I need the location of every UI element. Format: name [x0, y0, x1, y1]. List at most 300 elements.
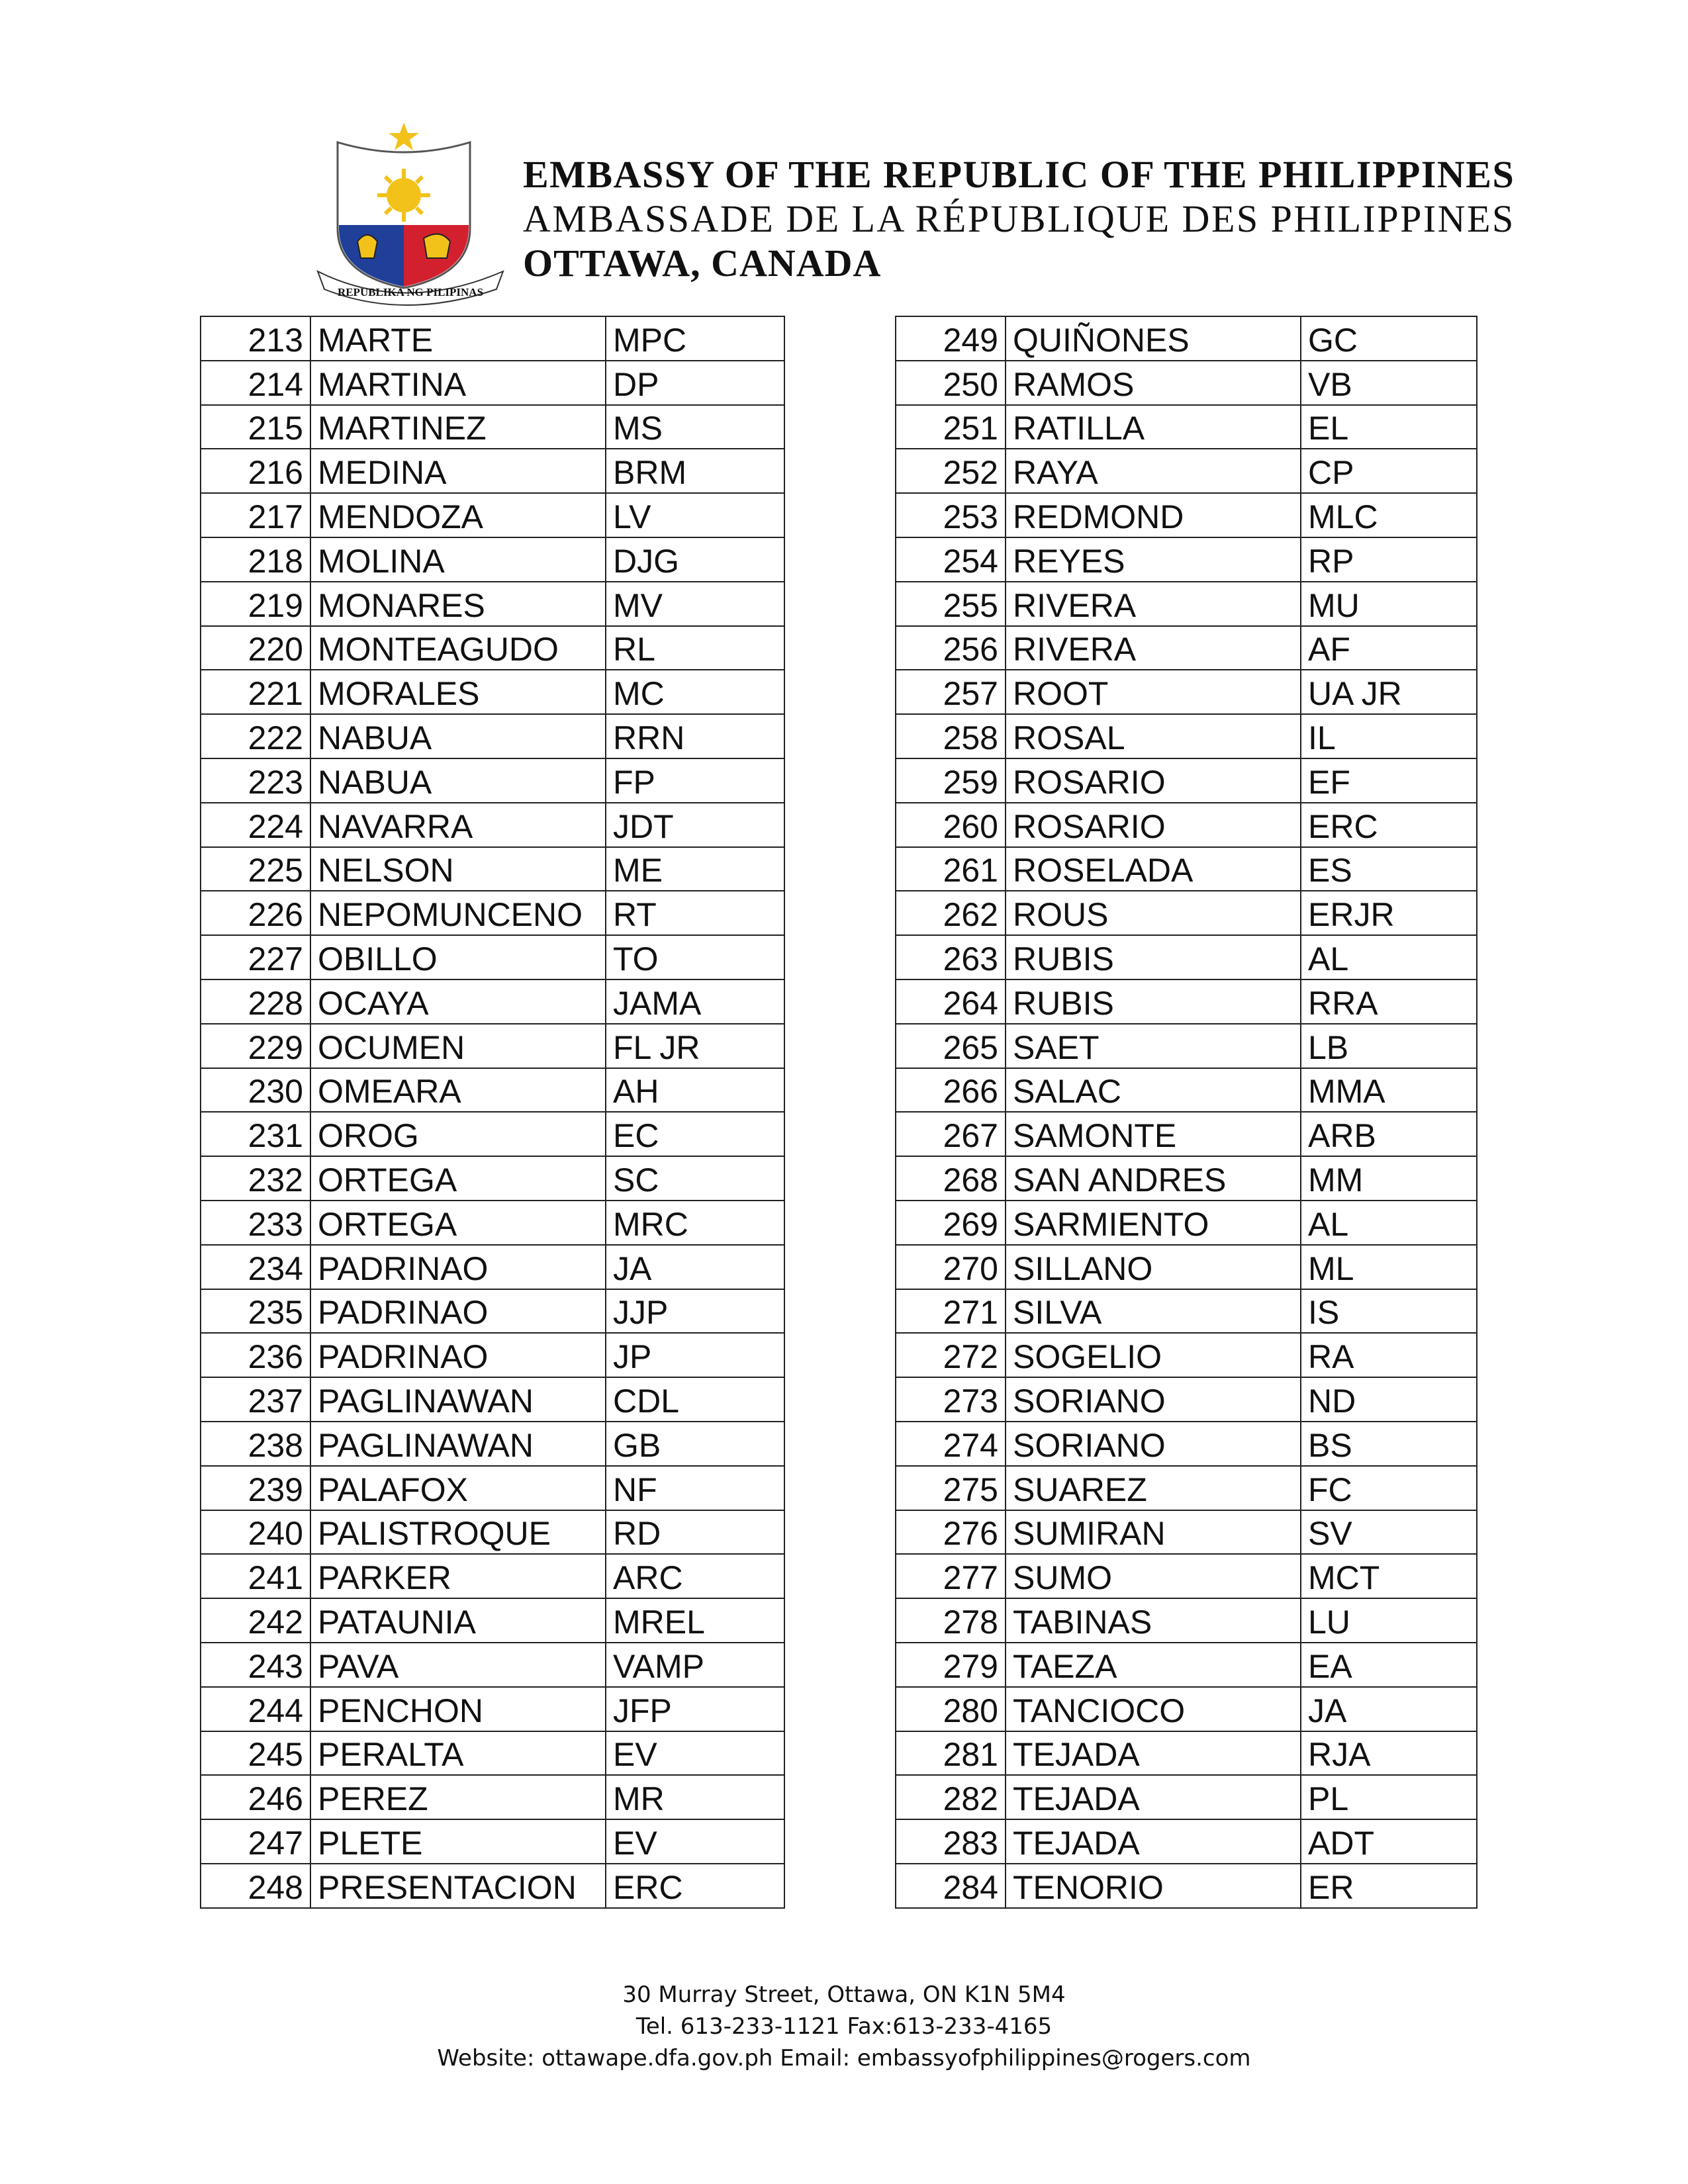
- row-number: 217: [201, 493, 310, 537]
- initials-cell: RRA: [1301, 979, 1477, 1024]
- initials-cell: RRN: [606, 714, 784, 758]
- row-number: 251: [896, 405, 1006, 449]
- initials-cell: VAMP: [606, 1643, 784, 1687]
- initials-cell: MREL: [606, 1598, 784, 1643]
- row-number: 234: [201, 1245, 310, 1289]
- surname-cell: SORIANO: [1006, 1377, 1301, 1422]
- initials-cell: FP: [606, 758, 784, 803]
- row-number: 255: [896, 582, 1006, 626]
- surname-cell: PENCHON: [310, 1687, 606, 1731]
- surname-cell: SARMIENTO: [1006, 1201, 1301, 1245]
- table-row: [896, 582, 1477, 626]
- initials-cell: RP: [1301, 537, 1477, 582]
- row-number: 223: [201, 758, 310, 803]
- seal-banner-text: REPUBLIKA NG PILIPINAS: [337, 286, 484, 298]
- table-row: [201, 1775, 784, 1819]
- initials-cell: ES: [1301, 847, 1477, 891]
- table-row: [896, 1819, 1477, 1864]
- table-row: [201, 582, 784, 626]
- letterhead: [311, 116, 1515, 298]
- row-number: 284: [896, 1864, 1006, 1908]
- row-number: 271: [896, 1289, 1006, 1334]
- surname-cell: RIVERA: [1006, 626, 1301, 670]
- table-row: [201, 891, 784, 935]
- row-number: 253: [896, 493, 1006, 537]
- initials-cell: JDT: [606, 803, 784, 847]
- initials-cell: RJA: [1301, 1731, 1477, 1776]
- row-number: 252: [896, 449, 1006, 493]
- table-row: [896, 1643, 1477, 1687]
- initials-cell: JP: [606, 1333, 784, 1377]
- surname-cell: ROUS: [1006, 891, 1301, 935]
- table-row: [896, 935, 1477, 979]
- surname-cell: NABUA: [310, 714, 606, 758]
- initials-cell: MR: [606, 1775, 784, 1819]
- initials-cell: LV: [606, 493, 784, 537]
- row-number: 215: [201, 405, 310, 449]
- star-icon: [389, 122, 419, 150]
- table-row: [896, 361, 1477, 405]
- row-number: 246: [201, 1775, 310, 1819]
- table-row: [896, 1245, 1477, 1289]
- table-row: [201, 1289, 784, 1334]
- table-row: [201, 1377, 784, 1422]
- table-row: [201, 1554, 784, 1598]
- row-number: 236: [201, 1333, 310, 1377]
- table-row: [201, 847, 784, 891]
- table-row: [201, 1245, 784, 1289]
- surname-cell: OCUMEN: [310, 1024, 606, 1068]
- initials-cell: JAMA: [606, 979, 784, 1024]
- surname-cell: SUAREZ: [1006, 1466, 1301, 1510]
- initials-cell: IL: [1301, 714, 1477, 758]
- table-row: [896, 1156, 1477, 1201]
- table-row: [896, 1377, 1477, 1422]
- lion-icon: [424, 234, 450, 258]
- initials-cell: ML: [1301, 1245, 1477, 1289]
- initials-cell: ERC: [1301, 803, 1477, 847]
- surname-cell: MOLINA: [310, 537, 606, 582]
- embassy-location: OTTAWA, CANADA: [523, 242, 882, 285]
- table-row: [896, 803, 1477, 847]
- initials-cell: JA: [1301, 1687, 1477, 1731]
- surname-cell: SAN ANDRES: [1006, 1156, 1301, 1201]
- surname-cell: PARKER: [310, 1554, 606, 1598]
- surname-cell: RAYA: [1006, 449, 1301, 493]
- row-number: 214: [201, 361, 310, 405]
- surname-cell: PLETE: [310, 1819, 606, 1864]
- row-number: 249: [896, 316, 1006, 361]
- initials-cell: AL: [1301, 1201, 1477, 1245]
- surname-cell: ORTEGA: [310, 1201, 606, 1245]
- footer-phone: Tel. 613-233-1121 Fax:613-233-4165: [635, 2013, 1053, 2040]
- surname-cell: PAGLINAWAN: [310, 1377, 606, 1422]
- surname-cell: MONTEAGUDO: [310, 626, 606, 670]
- table-row: [896, 714, 1477, 758]
- table-row: [201, 405, 784, 449]
- row-number: 229: [201, 1024, 310, 1068]
- initials-cell: RL: [606, 626, 784, 670]
- surname-cell: OROG: [310, 1112, 606, 1156]
- surname-cell: TENORIO: [1006, 1864, 1301, 1908]
- row-number: 228: [201, 979, 310, 1024]
- surname-cell: PAVA: [310, 1643, 606, 1687]
- eagle-icon: [357, 235, 377, 258]
- surname-cell: NABUA: [310, 758, 606, 803]
- surname-cell: SALAC: [1006, 1068, 1301, 1113]
- surname-cell: PEREZ: [310, 1775, 606, 1819]
- row-number: 233: [201, 1201, 310, 1245]
- initials-cell: FC: [1301, 1466, 1477, 1510]
- surname-cell: ROSARIO: [1006, 758, 1301, 803]
- surname-cell: MONARES: [310, 582, 606, 626]
- row-number: 248: [201, 1864, 310, 1908]
- row-number: 239: [201, 1466, 310, 1510]
- surname-cell: REYES: [1006, 537, 1301, 582]
- table-row: [201, 1112, 784, 1156]
- row-number: 273: [896, 1377, 1006, 1422]
- row-number: 267: [896, 1112, 1006, 1156]
- row-number: 263: [896, 935, 1006, 979]
- row-number: 274: [896, 1422, 1006, 1466]
- table-row: [896, 1687, 1477, 1731]
- table-row: [896, 1201, 1477, 1245]
- surname-cell: NELSON: [310, 847, 606, 891]
- row-number: 262: [896, 891, 1006, 935]
- row-number: 232: [201, 1156, 310, 1201]
- surname-cell: PRESENTACION: [310, 1864, 606, 1908]
- table-row: [201, 1068, 784, 1113]
- row-number: 250: [896, 361, 1006, 405]
- initials-cell: AH: [606, 1068, 784, 1113]
- table-row: [201, 670, 784, 714]
- row-number: 242: [201, 1598, 310, 1643]
- row-number: 269: [896, 1201, 1006, 1245]
- initials-cell: EV: [606, 1731, 784, 1776]
- initials-cell: RT: [606, 891, 784, 935]
- surname-cell: MORALES: [310, 670, 606, 714]
- initials-cell: EF: [1301, 758, 1477, 803]
- row-number: 213: [201, 316, 310, 361]
- initials-cell: PL: [1301, 1775, 1477, 1819]
- surname-cell: PALAFOX: [310, 1466, 606, 1510]
- surname-cell: SORIANO: [1006, 1422, 1301, 1466]
- initials-cell: CP: [1301, 449, 1477, 493]
- surname-cell: SAMONTE: [1006, 1112, 1301, 1156]
- row-number: 264: [896, 979, 1006, 1024]
- initials-cell: ERC: [606, 1864, 784, 1908]
- initials-cell: MU: [1301, 582, 1477, 626]
- surname-cell: SAET: [1006, 1024, 1301, 1068]
- table-row: [896, 758, 1477, 803]
- initials-cell: JJP: [606, 1289, 784, 1334]
- row-number: 254: [896, 537, 1006, 582]
- initials-cell: VB: [1301, 361, 1477, 405]
- sun-icon: [387, 178, 421, 212]
- initials-cell: RA: [1301, 1333, 1477, 1377]
- surname-cell: SUMO: [1006, 1554, 1301, 1598]
- table-row: [896, 1333, 1477, 1377]
- initials-cell: ARC: [606, 1554, 784, 1598]
- surname-cell: RATILLA: [1006, 405, 1301, 449]
- row-number: 244: [201, 1687, 310, 1731]
- initials-cell: MS: [606, 405, 784, 449]
- surname-cell: RUBIS: [1006, 935, 1301, 979]
- initials-cell: BRM: [606, 449, 784, 493]
- table-row: [896, 979, 1477, 1024]
- table-row: [201, 1024, 784, 1068]
- initials-cell: GB: [606, 1422, 784, 1466]
- row-number: 261: [896, 847, 1006, 891]
- row-number: 283: [896, 1819, 1006, 1864]
- surname-cell: SOGELIO: [1006, 1333, 1301, 1377]
- table-row: [896, 1024, 1477, 1068]
- footer-address: 30 Murray Street, Ottawa, ON K1N 5M4: [622, 1981, 1066, 2008]
- row-number: 216: [201, 449, 310, 493]
- table-row: [201, 1731, 784, 1776]
- table-row: [201, 1422, 784, 1466]
- table-row: [896, 1422, 1477, 1466]
- row-number: 282: [896, 1775, 1006, 1819]
- table-row: [201, 714, 784, 758]
- initials-cell: ERJR: [1301, 891, 1477, 935]
- table-row: [201, 1466, 784, 1510]
- row-number: 257: [896, 670, 1006, 714]
- surname-cell: TEJADA: [1006, 1775, 1301, 1819]
- table-row: [201, 1201, 784, 1245]
- table-row: [896, 1289, 1477, 1334]
- row-number: 227: [201, 935, 310, 979]
- initials-cell: TO: [606, 935, 784, 979]
- surname-cell: SUMIRAN: [1006, 1510, 1301, 1555]
- surname-cell: ROSELADA: [1006, 847, 1301, 891]
- initials-cell: MV: [606, 582, 784, 626]
- initials-cell: ER: [1301, 1864, 1477, 1908]
- footer-web-email: Website: ottawape.dfa.gov.ph Email: embassyofphilippines@rogers.com: [437, 2045, 1251, 2071]
- row-number: 280: [896, 1687, 1006, 1731]
- surname-cell: PATAUNIA: [310, 1598, 606, 1643]
- initials-cell: ME: [606, 847, 784, 891]
- table-row: [896, 493, 1477, 537]
- initials-cell: DJG: [606, 537, 784, 582]
- surname-cell: TEJADA: [1006, 1819, 1301, 1864]
- row-number: 235: [201, 1289, 310, 1334]
- surname-cell: TANCIOCO: [1006, 1687, 1301, 1731]
- initials-cell: GC: [1301, 316, 1477, 361]
- initials-cell: MRC: [606, 1201, 784, 1245]
- surname-cell: PAGLINAWAN: [310, 1422, 606, 1466]
- table-row: [201, 1864, 784, 1908]
- table-row: [896, 670, 1477, 714]
- surname-cell: SILLANO: [1006, 1245, 1301, 1289]
- row-number: 279: [896, 1643, 1006, 1687]
- initials-cell: EV: [606, 1819, 784, 1864]
- row-number: 277: [896, 1554, 1006, 1598]
- embassy-title-fr: AMBASSADE DE LA RÉPUBLIQUE DES PHILIPPINES: [523, 197, 1515, 240]
- row-number: 259: [896, 758, 1006, 803]
- table-row: [896, 405, 1477, 449]
- table-row: [201, 316, 784, 361]
- row-number: 237: [201, 1377, 310, 1422]
- initials-cell: MPC: [606, 316, 784, 361]
- initials-cell: JA: [606, 1245, 784, 1289]
- initials-cell: LB: [1301, 1024, 1477, 1068]
- table-row: [201, 1156, 784, 1201]
- table-row: [201, 449, 784, 493]
- surname-cell: OMEARA: [310, 1068, 606, 1113]
- row-number: 226: [201, 891, 310, 935]
- row-number: 275: [896, 1466, 1006, 1510]
- initials-cell: AF: [1301, 626, 1477, 670]
- initials-cell: EA: [1301, 1643, 1477, 1687]
- initials-cell: EC: [606, 1112, 784, 1156]
- surname-cell: MENDOZA: [310, 493, 606, 537]
- table-row: [896, 891, 1477, 935]
- surname-cell: MARTINEZ: [310, 405, 606, 449]
- roster-table-right: [895, 316, 1477, 1909]
- table-row: [896, 847, 1477, 891]
- surname-cell: PADRINAO: [310, 1333, 606, 1377]
- table-row: [201, 537, 784, 582]
- surname-cell: RIVERA: [1006, 582, 1301, 626]
- row-number: 245: [201, 1731, 310, 1776]
- initials-cell: UA JR: [1301, 670, 1477, 714]
- initials-cell: AL: [1301, 935, 1477, 979]
- surname-cell: SILVA: [1006, 1289, 1301, 1334]
- table-row: [201, 1643, 784, 1687]
- row-number: 270: [896, 1245, 1006, 1289]
- initials-cell: ND: [1301, 1377, 1477, 1422]
- row-number: 243: [201, 1643, 310, 1687]
- table-row: [201, 1819, 784, 1864]
- initials-cell: MC: [606, 670, 784, 714]
- footer: [0, 1979, 1688, 2074]
- surname-cell: QUIÑONES: [1006, 316, 1301, 361]
- table-row: [896, 1112, 1477, 1156]
- initials-cell: MCT: [1301, 1554, 1477, 1598]
- table-row: [896, 449, 1477, 493]
- roster-table-left: [200, 316, 785, 1909]
- surname-cell: PERALTA: [310, 1731, 606, 1776]
- initials-cell: DP: [606, 361, 784, 405]
- initials-cell: MLC: [1301, 493, 1477, 537]
- table-row: [201, 1598, 784, 1643]
- row-number: 272: [896, 1333, 1006, 1377]
- row-number: 258: [896, 714, 1006, 758]
- surname-cell: MARTINA: [310, 361, 606, 405]
- surname-cell: ROSARIO: [1006, 803, 1301, 847]
- row-number: 218: [201, 537, 310, 582]
- table-row: [896, 1466, 1477, 1510]
- row-number: 256: [896, 626, 1006, 670]
- initials-cell: ADT: [1301, 1819, 1477, 1864]
- row-number: 238: [201, 1422, 310, 1466]
- table-row: [201, 758, 784, 803]
- table-row: [896, 1775, 1477, 1819]
- surname-cell: REDMOND: [1006, 493, 1301, 537]
- initials-cell: NF: [606, 1466, 784, 1510]
- row-number: 230: [201, 1068, 310, 1113]
- row-number: 240: [201, 1510, 310, 1555]
- surname-cell: TAEZA: [1006, 1643, 1301, 1687]
- table-row: [201, 493, 784, 537]
- letterhead-text: [523, 152, 1515, 286]
- row-number: 220: [201, 626, 310, 670]
- initials-cell: LU: [1301, 1598, 1477, 1643]
- initials-cell: FL JR: [606, 1024, 784, 1068]
- row-number: 276: [896, 1510, 1006, 1555]
- table-row: [896, 1510, 1477, 1555]
- row-number: 222: [201, 714, 310, 758]
- initials-cell: SC: [606, 1156, 784, 1201]
- surname-cell: TEJADA: [1006, 1731, 1301, 1776]
- table-row: [201, 1333, 784, 1377]
- row-number: 224: [201, 803, 310, 847]
- initials-cell: MMA: [1301, 1068, 1477, 1113]
- surname-cell: MEDINA: [310, 449, 606, 493]
- row-number: 268: [896, 1156, 1006, 1201]
- surname-cell: OBILLO: [310, 935, 606, 979]
- surname-cell: ORTEGA: [310, 1156, 606, 1201]
- table-row: [201, 979, 784, 1024]
- initials-cell: IS: [1301, 1289, 1477, 1334]
- table-row: [896, 1731, 1477, 1776]
- row-number: 225: [201, 847, 310, 891]
- table-row: [201, 1510, 784, 1555]
- table-row: [896, 626, 1477, 670]
- initials-cell: SV: [1301, 1510, 1477, 1555]
- surname-cell: MARTE: [310, 316, 606, 361]
- table-row: [896, 1864, 1477, 1908]
- row-number: 278: [896, 1598, 1006, 1643]
- table-row: [201, 361, 784, 405]
- table-row: [896, 1554, 1477, 1598]
- surname-cell: ROSAL: [1006, 714, 1301, 758]
- surname-cell: TABINAS: [1006, 1598, 1301, 1643]
- initials-cell: JFP: [606, 1687, 784, 1731]
- initials-cell: RD: [606, 1510, 784, 1555]
- initials-cell: ARB: [1301, 1112, 1477, 1156]
- surname-cell: PADRINAO: [310, 1245, 606, 1289]
- table-row: [896, 316, 1477, 361]
- table-row: [896, 1598, 1477, 1643]
- table-row: [201, 626, 784, 670]
- surname-cell: RAMOS: [1006, 361, 1301, 405]
- initials-cell: EL: [1301, 405, 1477, 449]
- surname-cell: ROOT: [1006, 670, 1301, 714]
- table-row: [201, 1687, 784, 1731]
- row-number: 260: [896, 803, 1006, 847]
- table-row: [201, 803, 784, 847]
- initials-cell: BS: [1301, 1422, 1477, 1466]
- surname-cell: PALISTROQUE: [310, 1510, 606, 1555]
- embassy-title-en: EMBASSY OF THE REPUBLIC OF THE PHILIPPINES: [523, 153, 1515, 196]
- row-number: 247: [201, 1819, 310, 1864]
- surname-cell: NEPOMUNCENO: [310, 891, 606, 935]
- surname-cell: OCAYA: [310, 979, 606, 1024]
- table-row: [896, 537, 1477, 582]
- table-row: [896, 1068, 1477, 1113]
- initials-cell: MM: [1301, 1156, 1477, 1201]
- initials-cell: CDL: [606, 1377, 784, 1422]
- table-row: [201, 935, 784, 979]
- surname-cell: PADRINAO: [310, 1289, 606, 1334]
- row-number: 265: [896, 1024, 1006, 1068]
- row-number: 241: [201, 1554, 310, 1598]
- row-number: 231: [201, 1112, 310, 1156]
- surname-cell: RUBIS: [1006, 979, 1301, 1024]
- row-number: 266: [896, 1068, 1006, 1113]
